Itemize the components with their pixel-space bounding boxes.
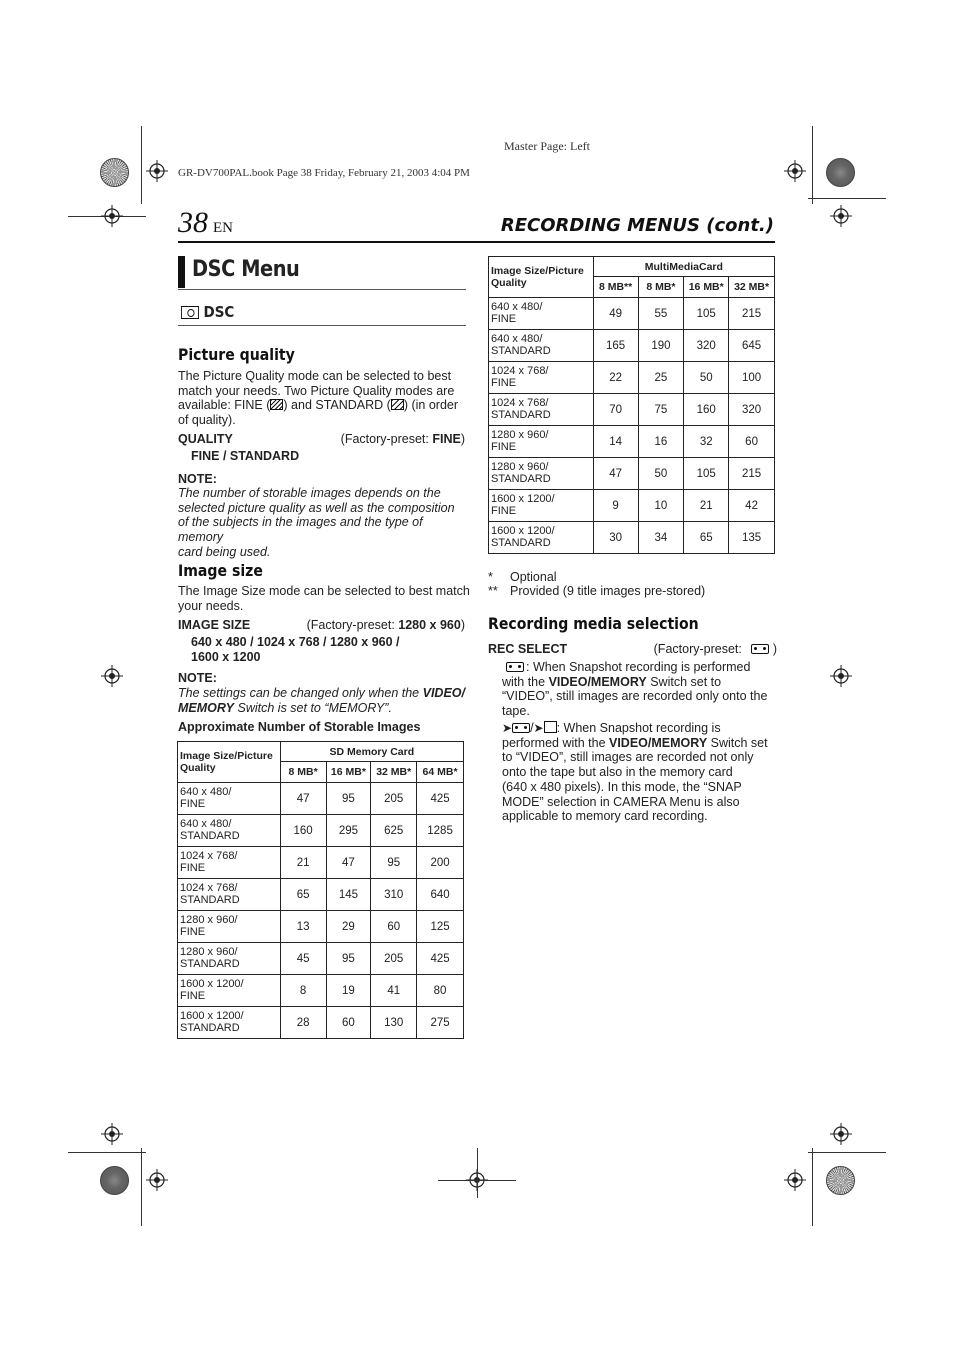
table-cell: 50 [684,362,729,394]
text-span: VIDEO/MEMORY [609,735,708,750]
text-line: ➤ /➤ : When Snapshot recording is [502,721,721,735]
table-row [178,1007,464,1039]
text-line: “VIDEO”, still images are recorded only onto the [502,689,768,704]
text-line: to “VIDEO”, still images are recorded not only [502,750,754,765]
row-label-quality: FINE [491,376,517,389]
row-label-quality: FINE [180,797,206,810]
row-label [489,426,594,458]
dsc-label [181,303,234,321]
table-row-header: Image Size/Picture Quality [178,742,281,783]
text-line: (640 x 480 pixels). In this mode, the “SNAP [502,779,742,794]
table-cell: 21 [280,847,326,879]
row-label [178,1007,281,1039]
row-label-size: 1280 x 960/ [180,946,238,958]
row-label-quality: STANDARD [491,408,551,421]
text-line [502,660,778,675]
quality-setting-label: QUALITY [178,432,233,446]
text-span: Switch set [707,735,768,750]
row-label-size: 1024 x 768/ [491,365,549,377]
table-cell: 205 [371,943,417,975]
table-cell: 32 [684,426,729,458]
quality-factory-preset [341,432,465,447]
sd-card-table [177,741,464,1039]
row-label-size: 1600 x 1200/ [491,493,555,505]
row-label-size: 1280 x 960/ [491,429,549,441]
crosshair-icon [784,1169,806,1191]
row-label-size: 1600 x 1200/ [180,1010,244,1022]
table-cell: 29 [326,911,371,943]
rec-select-factory-preset [654,642,777,657]
crop-line [477,1148,478,1198]
table-cell: 28 [280,1007,326,1039]
note-label: NOTE: [178,472,217,486]
footnote-mark: ** [488,584,498,598]
crosshair-icon [146,1169,168,1191]
text-span: Switch set to [646,674,722,689]
column-header: 16 MB* [326,762,371,783]
table-row [489,490,775,522]
text-line [178,686,470,701]
column-header: 8 MB* [280,762,326,783]
row-label [489,298,594,330]
row-label [178,783,281,815]
header-rule [178,241,775,243]
text-span: ) [460,618,465,632]
table-cell: 30 [593,522,638,554]
table-row [489,522,775,554]
option-tape-card-description [502,721,778,824]
table-cell: 22 [593,362,638,394]
divider [178,325,466,326]
row-label [178,879,281,911]
column-header: 8 MB* [638,277,684,298]
tape-icon [506,662,524,672]
language-code: EN [213,220,233,236]
text-span: 1280 x 960 [398,618,461,632]
row-label-size: 640 x 480/ [180,818,232,830]
row-label-quality: FINE [180,861,206,874]
row-label-size: 1280 x 960/ [180,914,238,926]
text-line: of the subjects in the images and the type of memory [178,515,423,545]
text-span: VIDEO/MEMORY [548,674,647,689]
table-cell: 55 [638,298,684,330]
column-header: 64 MB* [417,762,464,783]
table-cell: 135 [729,522,775,554]
text-span: The settings can be changed only when the [178,686,423,700]
table-cell: 145 [326,879,371,911]
table-cell: 295 [326,815,371,847]
text-span: FINE [432,432,461,446]
table-row [178,847,464,879]
text-span: ) [772,642,777,656]
table-cell: 425 [417,943,464,975]
row-label-quality: FINE [180,925,206,938]
text-line [178,701,470,716]
page-number [178,206,233,240]
table-cell: 9 [593,490,638,522]
table-cell: 14 [593,426,638,458]
table-cell: 310 [371,879,417,911]
text-span: performed with the [502,735,609,750]
row-label-size: 640 x 480/ [491,301,543,313]
table-cell: 50 [638,458,684,490]
row-label [489,522,594,554]
multimediacard-table [488,256,775,554]
text-span: with the [502,674,549,689]
fine-quality-icon [270,399,283,410]
section-title: RECORDING MENUS (cont.) [500,215,774,236]
crop-line [141,126,142,204]
table-cell: 100 [729,362,775,394]
camera-icon [181,306,199,319]
table-cell: 190 [638,330,684,362]
text-span: (Factory-preset: [340,432,433,446]
crop-line [812,126,813,204]
row-label-size: 1600 x 1200/ [180,978,244,990]
image-size-setting-label: IMAGE SIZE [178,618,251,632]
standard-quality-icon [391,399,404,410]
table-cell: 8 [280,975,326,1007]
page-title: DSC Menu [192,257,300,282]
table-cell: 160 [684,394,729,426]
arrow-icon: ➤ [533,721,544,735]
text-span: MEMORY [178,700,235,715]
row-label [489,362,594,394]
crosshair-icon [101,1123,123,1145]
table-cell: 45 [280,943,326,975]
table-cell: 320 [729,394,775,426]
text-line: The Picture Quality mode can be selected to best [178,369,452,383]
row-label-quality: FINE [491,312,517,325]
crop-line [808,198,886,199]
page-number-value: 38 [178,206,208,239]
footnote-text: Optional [510,570,557,584]
table-cell: 70 [593,394,638,426]
text-span: (Factory-preset: [653,642,742,656]
footnote-text: Provided (9 title images pre-stored) [510,584,706,598]
rec-select-label: REC SELECT [488,642,568,656]
footnote-mark: * [488,570,493,584]
row-label-quality: STANDARD [491,344,551,357]
table-cell: 215 [729,298,775,330]
row-label-size: 1024 x 768/ [180,850,238,862]
row-label [178,975,281,1007]
table-row [178,911,464,943]
table-cell: 25 [638,362,684,394]
table-cell: 95 [326,943,371,975]
table-cell: 215 [729,458,775,490]
row-label-size: 1280 x 960/ [491,461,549,473]
note-label: NOTE: [178,671,217,685]
row-label [489,394,594,426]
text-line: 640 x 480 / 1024 x 768 / 1280 x 960 / [191,635,400,649]
crosshair-icon [101,205,123,227]
column-header: 32 MB* [371,762,417,783]
column-header: 8 MB** [593,277,638,298]
registration-disc-icon [826,1166,855,1195]
table-cell: 65 [684,522,729,554]
registration-disc-icon [826,158,855,187]
picture-quality-heading: Picture quality [178,345,295,364]
text-line: card being used. [178,544,271,559]
table-cell: 320 [684,330,729,362]
row-label-quality: STANDARD [180,957,240,970]
row-label-quality: STANDARD [180,829,240,842]
crop-line [812,1148,813,1226]
table-cell: 60 [326,1007,371,1039]
tape-icon [751,644,769,654]
text-line: The Image Size mode can be selected to best match [178,584,470,598]
table-cell: 1285 [417,815,464,847]
crosshair-icon [784,160,806,182]
table-cell: 160 [280,815,326,847]
table-row [178,815,464,847]
text-line: your needs. [178,598,244,613]
row-label-quality: STANDARD [491,472,551,485]
footnote-provided [488,584,705,599]
table-cell: 47 [326,847,371,879]
note-text [178,686,470,715]
row-label-size: 1024 x 768/ [491,397,549,409]
registration-disc-icon [100,158,129,187]
table-cell: 95 [326,783,371,815]
table-cell: 80 [417,975,464,1007]
text-line [502,675,778,690]
quality-options: FINE / STANDARD [191,449,300,463]
row-label-quality: FINE [491,440,517,453]
text-span: VIDEO/ [422,686,465,700]
table-cell: 41 [371,975,417,1007]
table-cell: 21 [684,490,729,522]
table-cell: 200 [417,847,464,879]
divider [178,289,466,290]
crosshair-icon [146,160,168,182]
row-label-quality: FINE [180,989,206,1002]
table-cell: 625 [371,815,417,847]
table-row [489,426,775,458]
registration-disc-icon [100,1166,129,1195]
table-row [489,394,775,426]
crosshair-icon [830,205,852,227]
table-row [178,783,464,815]
table-cell: 640 [417,879,464,911]
row-label-quality: STANDARD [180,893,240,906]
book-info-line: GR-DV700PAL.book Page 38 Friday, February 21, 2003 4:04 PM [178,167,470,179]
text-line: tape. [502,704,530,719]
row-label-size: 1024 x 768/ [180,882,238,894]
table-row-header: Image Size/Picture Quality [489,257,594,298]
column-header: 16 MB* [684,277,729,298]
text-line: of quality). [178,413,236,428]
image-size-factory-preset [307,618,465,633]
image-size-heading: Image size [178,561,263,580]
table-row [489,298,775,330]
row-label-quality: STANDARD [180,1021,240,1034]
text-span: available: FINE ( [178,398,271,413]
recording-media-heading: Recording media selection [488,614,699,633]
table-cell: 47 [593,458,638,490]
image-size-text [178,584,470,613]
row-label-quality: FINE [491,504,517,517]
master-page-label: Master Page: Left [504,139,590,153]
card-icon [544,721,557,733]
row-label [489,490,594,522]
table-row [489,330,775,362]
crop-line [68,1152,146,1153]
image-size-options [191,635,400,664]
table-cell: 125 [417,911,464,943]
row-label [178,815,281,847]
row-label-size: 640 x 480/ [491,333,543,345]
row-label [178,943,281,975]
table-cell: 425 [417,783,464,815]
table-row [489,362,775,394]
row-label-quality: STANDARD [491,536,551,549]
crosshair-icon [830,665,852,687]
text-line: match your needs. Two Picture Quality modes are [178,383,455,398]
table-row [178,943,464,975]
footnote-optional [488,570,557,585]
table-cell: 16 [638,426,684,458]
text-span: : When Snapshot recording is performed [526,660,751,674]
table-cell: 60 [729,426,775,458]
table-cell: 49 [593,298,638,330]
text-span: ) (in order [403,398,459,413]
column-header: 32 MB* [729,277,775,298]
text-span: : When Snapshot recording is [556,721,721,735]
table-cell: 60 [371,911,417,943]
table-cell: 10 [638,490,684,522]
row-label-size: 640 x 480/ [180,786,232,798]
table-cell: 34 [638,522,684,554]
table-row [178,879,464,911]
table-group-header: MultiMediaCard [593,257,774,277]
row-label [178,911,281,943]
table-cell: 645 [729,330,775,362]
tape-icon [512,723,530,733]
table-group-header: SD Memory Card [280,742,463,762]
row-label [489,330,594,362]
title-bar [178,256,185,288]
crosshair-icon [101,665,123,687]
text-span: ) [460,432,465,446]
table-cell: 130 [371,1007,417,1039]
note-text [178,486,470,560]
table-cell: 42 [729,490,775,522]
text-span: Switch is set to “MEMORY”. [234,700,392,715]
crop-line [808,1152,886,1153]
text-line: onto the tape but also in the memory card [502,765,733,780]
table-cell: 95 [371,847,417,879]
row-label [178,847,281,879]
text-span: (Factory-preset: [306,618,399,632]
dsc-text: DSC [203,303,235,321]
table-row [489,458,775,490]
table-cell: 47 [280,783,326,815]
table-cell: 13 [280,911,326,943]
row-label [489,458,594,490]
text-line: selected picture quality as well as the composition [178,500,455,515]
table-row [178,975,464,1007]
text-line: MODE” selection in CAMERA Menu is also [502,794,740,809]
table-cell: 165 [593,330,638,362]
table-cell: 65 [280,879,326,911]
table-caption: Approximate Number of Storable Images [178,720,421,734]
text-line: applicable to memory card recording. [502,809,708,824]
text-line [502,736,778,751]
text-span: ) and STANDARD ( [283,398,391,413]
table-cell: 105 [684,298,729,330]
text-line [178,398,470,413]
picture-quality-text [178,369,470,428]
arrow-icon: ➤ [502,721,513,735]
text-line: The number of storable images depends on the [178,486,441,500]
option-tape-description [502,660,778,719]
text-line: 1600 x 1200 [191,649,261,664]
table-cell: 75 [638,394,684,426]
crosshair-icon [830,1123,852,1145]
table-cell: 19 [326,975,371,1007]
crop-line [141,1148,142,1226]
table-cell: 205 [371,783,417,815]
row-label-size: 1600 x 1200/ [491,525,555,537]
table-cell: 275 [417,1007,464,1039]
table-cell: 105 [684,458,729,490]
